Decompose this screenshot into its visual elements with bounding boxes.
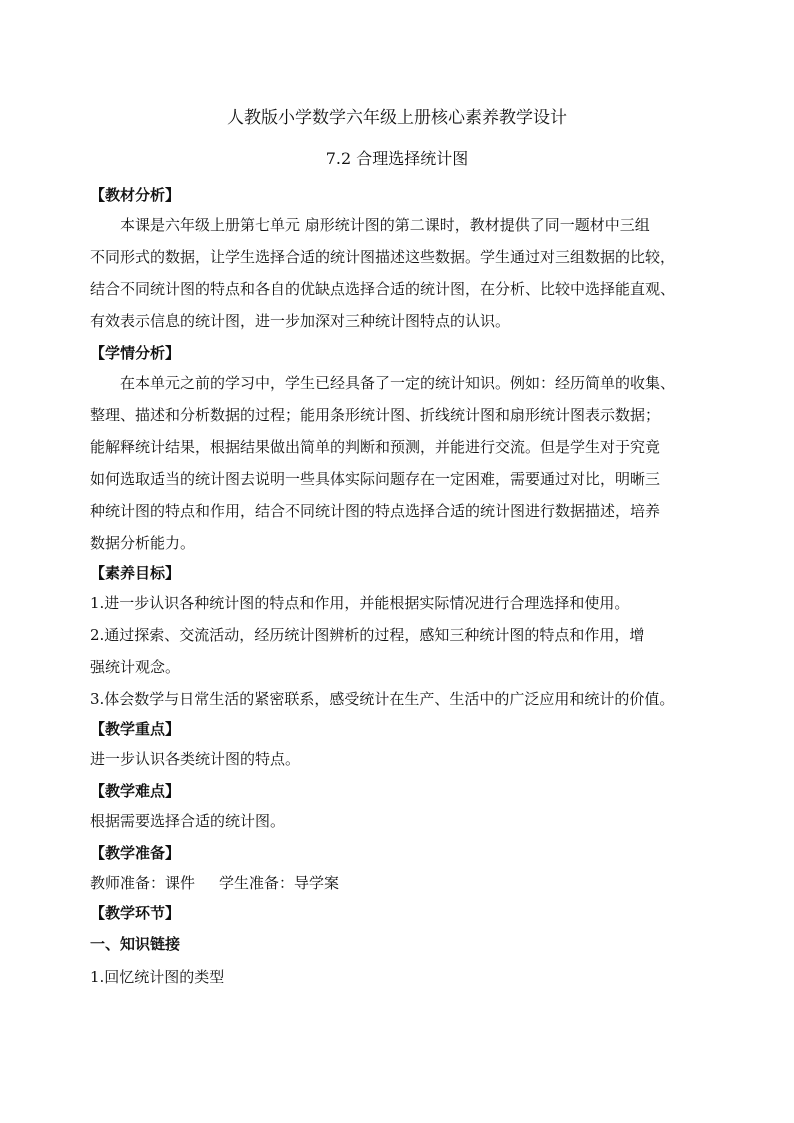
key-points-text: 进一步认识各类统计图的特点。 [90, 750, 301, 768]
lesson-subtitle: 7.2 合理选择统计图 [325, 149, 469, 168]
goal-item: 2.通过探索、交流活动，经历统计图辨析的过程，感知三种统计图的特点和作用，增 [90, 626, 645, 644]
difficulties-text: 根据需要选择合适的统计图。 [90, 812, 286, 830]
paragraph-line: 如何选取适当的统计图去说明一些具体实际问题存在一定困难，需要通过对比，明晰三 [90, 470, 661, 488]
paragraph-line: 本课是六年级上册第七单元 扇形统计图的第二课时，教材提供了同一题材中三组 [120, 216, 650, 234]
section-heading-key-points: 【教学重点】 [90, 720, 181, 738]
section-heading-difficulties: 【教学难点】 [90, 782, 181, 800]
section-heading-preparation: 【教学准备】 [90, 844, 181, 862]
section-heading-literacy-goals: 【素养目标】 [90, 564, 181, 582]
paragraph-line: 有效表示信息的统计图，进一步加深对三种统计图特点的认识。 [90, 312, 511, 330]
preparation-line [90, 871, 710, 895]
section-heading-textbook-analysis: 【教材分析】 [90, 186, 181, 204]
goal-item-continuation: 强统计观念。 [90, 658, 181, 676]
section-heading-student-analysis: 【学情分析】 [90, 344, 181, 362]
paragraph-line: 种统计图的特点和作用，结合不同统计图的特点选择合适的统计图进行数据描述，培养 [90, 502, 661, 520]
teacher-preparation: 教师准备：课件 [90, 874, 196, 892]
paragraph-line: 结合不同统计图的特点和各自的优缺点选择合适的统计图，在分析、比较中选择能直观、 [90, 280, 676, 298]
paragraph-line: 在本单元之前的学习中，学生已经具备了一定的统计知识。例如：经历简单的收集、 [120, 374, 676, 392]
student-preparation: 学生准备：导学案 [219, 874, 340, 892]
document-title: 人教版小学数学六年级上册核心素养教学设计 [227, 108, 567, 128]
goal-item: 1.进一步认识各种统计图的特点和作用，并能根据实际情况进行合理选择和使用。 [90, 594, 630, 612]
paragraph-line: 数据分析能力。 [90, 534, 196, 552]
procedure-step-heading: 一、知识链接 [90, 935, 181, 953]
paragraph-line: 能解释统计结果，根据结果做出简单的判断和预测，并能进行交流。但是学生对于究竟 [90, 438, 661, 456]
paragraph-line: 整理、描述和分析数据的过程；能用条形统计图、折线统计图和扇形统计图表示数据； [90, 406, 661, 424]
goal-item: 3.体会数学与日常生活的紧密联系，感受统计在生产、生活中的广泛应用和统计的价值。 [90, 690, 675, 708]
section-heading-procedure: 【教学环节】 [90, 904, 181, 922]
procedure-item: 1.回忆统计图的类型 [90, 968, 225, 986]
paragraph-line: 不同形式的数据，让学生选择合适的统计图描述这些数据。学生通过对三组数据的比较， [90, 248, 676, 266]
